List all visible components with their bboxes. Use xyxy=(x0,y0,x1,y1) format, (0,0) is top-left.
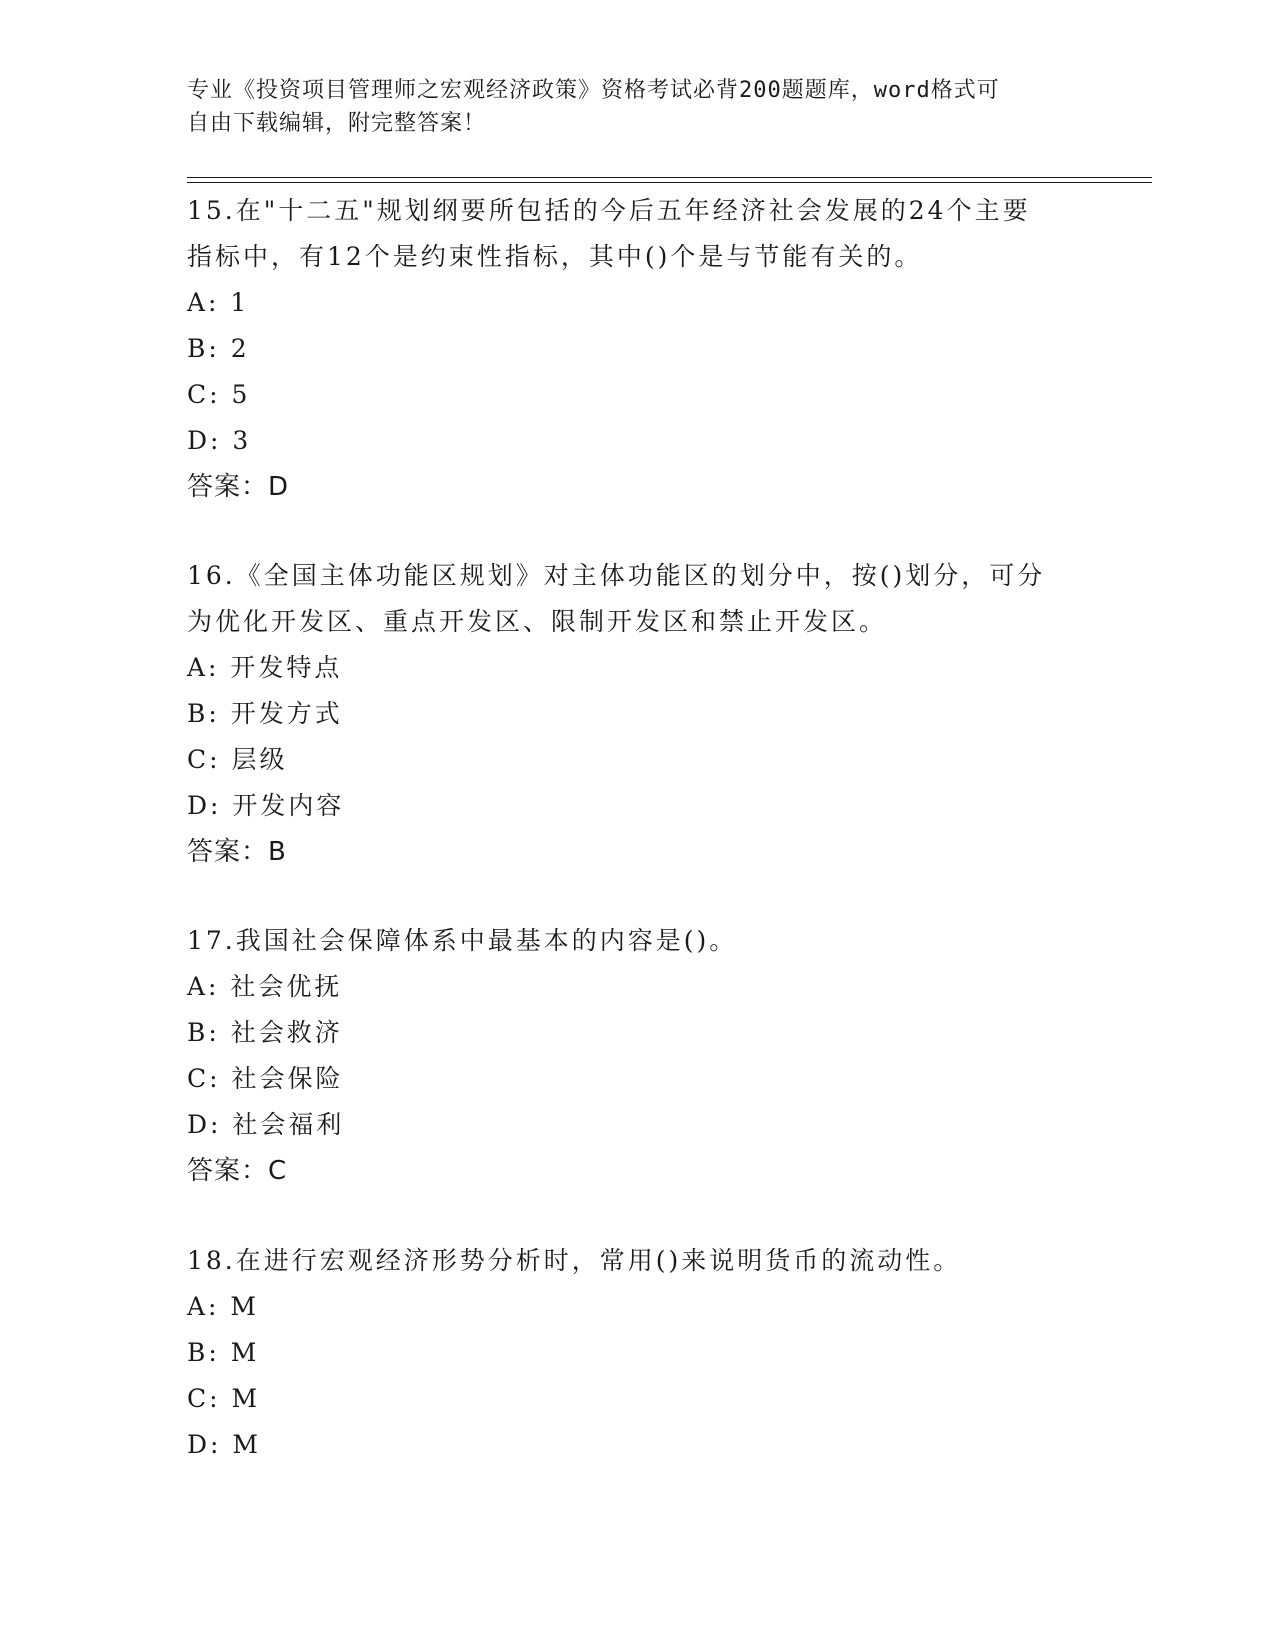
answer-line: 答案：B xyxy=(187,837,287,867)
question-18 xyxy=(187,1238,1087,1468)
header-divider-top xyxy=(187,177,1152,178)
question-text-line: 17.我国社会保障体系中最基本的内容是()。 xyxy=(187,926,738,955)
question-15 xyxy=(187,188,1087,510)
document-header xyxy=(187,74,1067,140)
option-a: A: M xyxy=(187,1292,260,1321)
answer-line: 答案：C xyxy=(187,1156,288,1186)
option-d: D: 社会福利 xyxy=(187,1110,345,1139)
question-16 xyxy=(187,553,1087,875)
option-b: B: 开发方式 xyxy=(187,699,343,728)
option-c: C: 社会保险 xyxy=(187,1064,344,1093)
option-a: A: 1 xyxy=(187,288,250,317)
option-a: A: 开发特点 xyxy=(187,653,343,682)
option-a: A: 社会优抚 xyxy=(187,972,343,1001)
answer-line: 答案：D xyxy=(187,472,290,502)
header-line-2: 自由下载编辑，附完整答案！ xyxy=(187,111,487,136)
option-d: D: M xyxy=(187,1430,262,1459)
question-text-line: 为优化开发区、重点开发区、限制开发区和禁止开发区。 xyxy=(187,607,888,636)
option-c: C: M xyxy=(187,1384,261,1413)
question-17 xyxy=(187,918,1087,1194)
question-text-line: 16.《全国主体功能区规划》对主体功能区的划分中，按()划分，可分 xyxy=(187,561,1046,590)
option-b: B: 2 xyxy=(187,334,250,363)
question-text-line: 18.在进行宏观经济形势分析时，常用()来说明货币的流动性。 xyxy=(187,1246,962,1275)
option-c: C: 层级 xyxy=(187,745,288,774)
option-d: D: 开发内容 xyxy=(187,791,345,820)
option-d: D: 3 xyxy=(187,426,252,455)
header-divider-bottom xyxy=(187,182,1152,183)
option-c: C: 5 xyxy=(187,380,251,409)
option-b: B: 社会救济 xyxy=(187,1018,343,1047)
question-text-line: 15.在"十二五"规划纲要所包括的今后五年经济社会发展的24个主要 xyxy=(187,196,1031,225)
question-text-line: 指标中，有12个是约束性指标，其中()个是与节能有关的。 xyxy=(187,242,923,271)
header-line-1: 专业《投资项目管理师之宏观经济政策》资格考试必背200题题库，word格式可 xyxy=(187,78,1000,103)
option-b: B: M xyxy=(187,1338,260,1367)
